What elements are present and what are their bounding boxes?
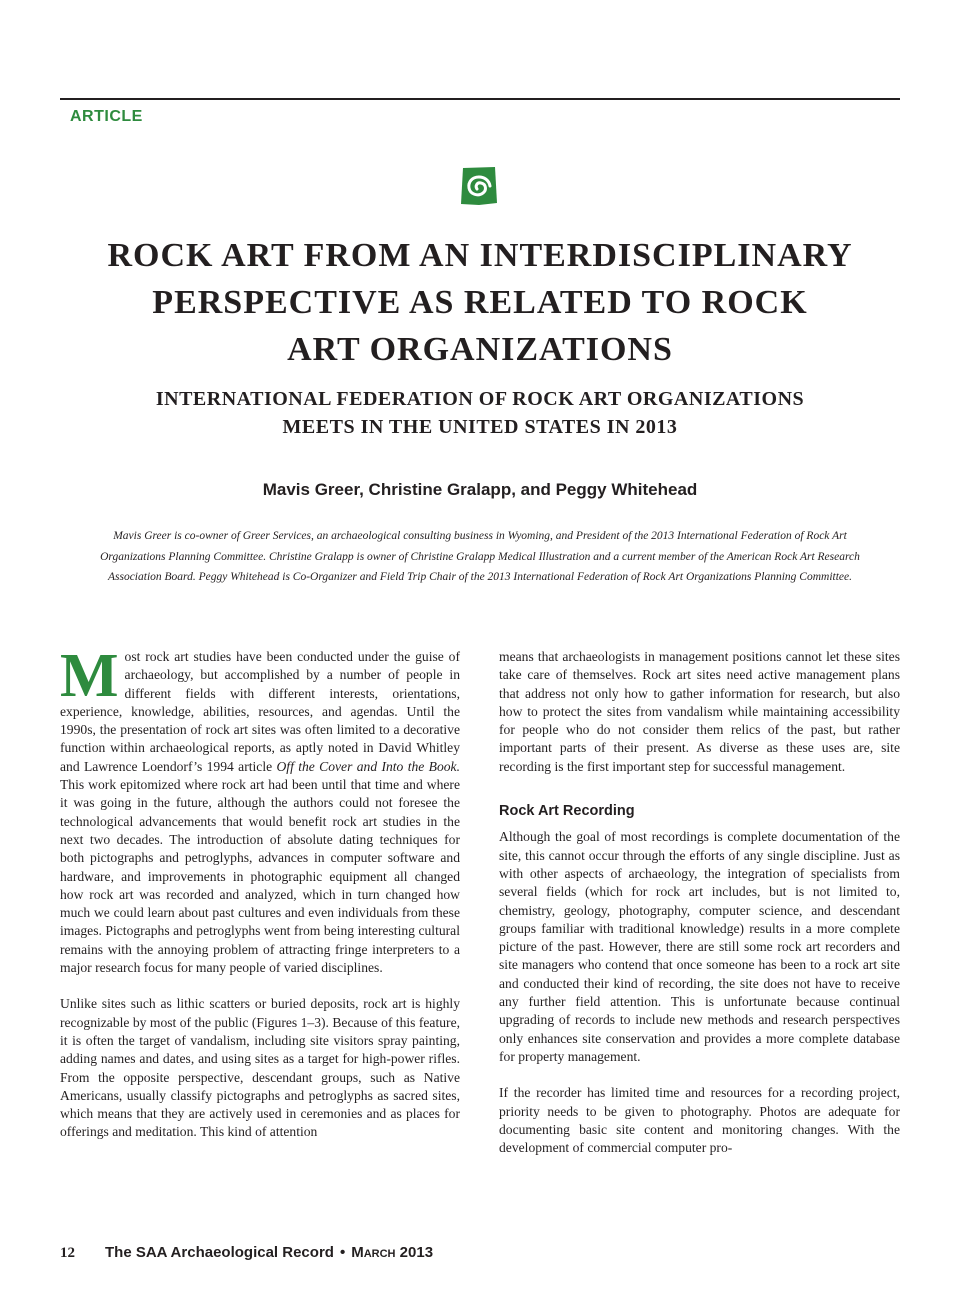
body-paragraph: If the recorder has limited time and resources for a recording project, priority needs to be given to photography. Photos are adequate for documenting basic site content and monitoring changes. With the development of commercial computer pro- <box>499 1085 900 1156</box>
title-line: ART ORGANIZATIONS <box>287 331 673 368</box>
issue-year: 2013 <box>399 1244 434 1261</box>
subtitle-line: MEETS IN THE UNITED STATES IN 2013 <box>282 416 678 438</box>
header-rule <box>60 98 900 100</box>
spiral-logo-icon <box>459 165 499 207</box>
bullet-icon: • <box>339 1244 346 1261</box>
body-paragraph: means that archaeologists in management positions cannot let these sites take care of themselves. Rock art sites need active management plans that address not only how to gather information for research, but also how to protect the sites from vandalism while maintaining accessibility for people who do not consider them relics of the past, but rather important parts of their present. As diverse as these uses are, site recording is the first important step for successful management. <box>499 649 900 774</box>
drop-cap: M <box>60 642 119 710</box>
body-paragraph: Although the goal of most recordings is complete documentation of the site, this cannot occur through the efforts of any single discipline. Just as with other aspects of archaeology, the integration of specialists from several fields (which for rock art includes, but is not limited to, chemistry, geology, photography, computer science, and descendant groups familiar with traditional knowledge) results in a more complete picture of the past. However, there are still some rock art recorders and site managers who contend that once someone has been to a rock art site and conducted their kind of recording, the site does not have to receive any further field attention. This is unfortunate because continual upgrading of records to include new methods and research perspectives only enhances site conservation and provides a more complete database for property management. <box>499 829 900 1064</box>
issue-month: March <box>351 1244 396 1261</box>
left-column <box>60 642 460 1160</box>
article-title <box>60 232 900 373</box>
body-paragraph: Unlike sites such as lithic scatters or buried deposits, rock art is highly recognizable by most of the public (Figures 1–3). Because of this feature, it is often the target of vandalism, including site visitors spray painting, adding names and dates, and using sites as a target for high-power rifles. From the opposite perspective, descendant groups, such as Native Americans, usually classify pictographs and petroglyphs as sacred sites, which means that they are actively used in ceremonies and as places for offerings and meditation. This kind of attention <box>60 996 460 1140</box>
section-label: ARTICLE <box>70 108 143 125</box>
subtitle-line: INTERNATIONAL FEDERATION OF ROCK ART ORGANIZATIONS <box>155 388 805 410</box>
paragraph-text: ost rock art studies have been conducted under the guise of archaeology, but accomplished by a number of people in different fields with different interests, orientations, experience, knowledge, abilities, resources, and agendas. Until the 1990s, the presentation of rock art sites was often limited to a decorative function within archaeological reports, as aptly noted in David Whitley and Lawrence Loendorf’s 1994 article <box>60 649 460 774</box>
paragraph-text: This work epitomized where rock art had been until that time and where it was going in the future, although the authors could not foresee the technological advancements that would benefit rock art studies in the next two decades. The introduction of absolute dating techniques for both pictographs and petroglyphs, advances in computer software and hardware, and improvements in photographic equipment all changed how rock art was recorded and analyzed, which in turn changed how much we could learn about past cultures and even individuals from these images. Pictographs and petroglyphs went from being interesting cultural remains with the annoying problem of attracting fringe interpreters to a major research focus for many people of varied disciplines. <box>60 777 460 976</box>
page-footer <box>60 1244 900 1262</box>
right-column <box>499 648 900 1175</box>
title-line: PERSPECTIVE AS RELATED TO ROCK <box>152 284 808 321</box>
body-paragraph <box>60 642 460 977</box>
author-bio: Mavis Greer is co-owner of Greer Services, an archaeological consulting business in Wyoming, and President of the 2013 International Federation of Rock Art Organizations Planning Committee. Christine Gralapp is owner of Christine Gralapp Medical Illustration and a current member of the American Rock Art Research Association Board. Peggy Whitehead is Co-Organizer and Field Trip Chair of the 2013 International Federation of Rock Art Organizations Planning Committee. <box>100 530 860 583</box>
title-line: ROCK ART FROM AN INTERDISCIPLINARY <box>107 237 853 274</box>
publication-name: The SAA Archaeological Record <box>105 1244 334 1261</box>
section-heading: Rock Art Recording <box>499 803 635 820</box>
page-number: 12 <box>60 1245 75 1261</box>
article-subtitle <box>60 385 900 441</box>
author-byline: Mavis Greer, Christine Gralapp, and Peggy Whitehead <box>262 480 698 499</box>
book-title: Off the Cover and Into the Book. <box>276 758 460 774</box>
